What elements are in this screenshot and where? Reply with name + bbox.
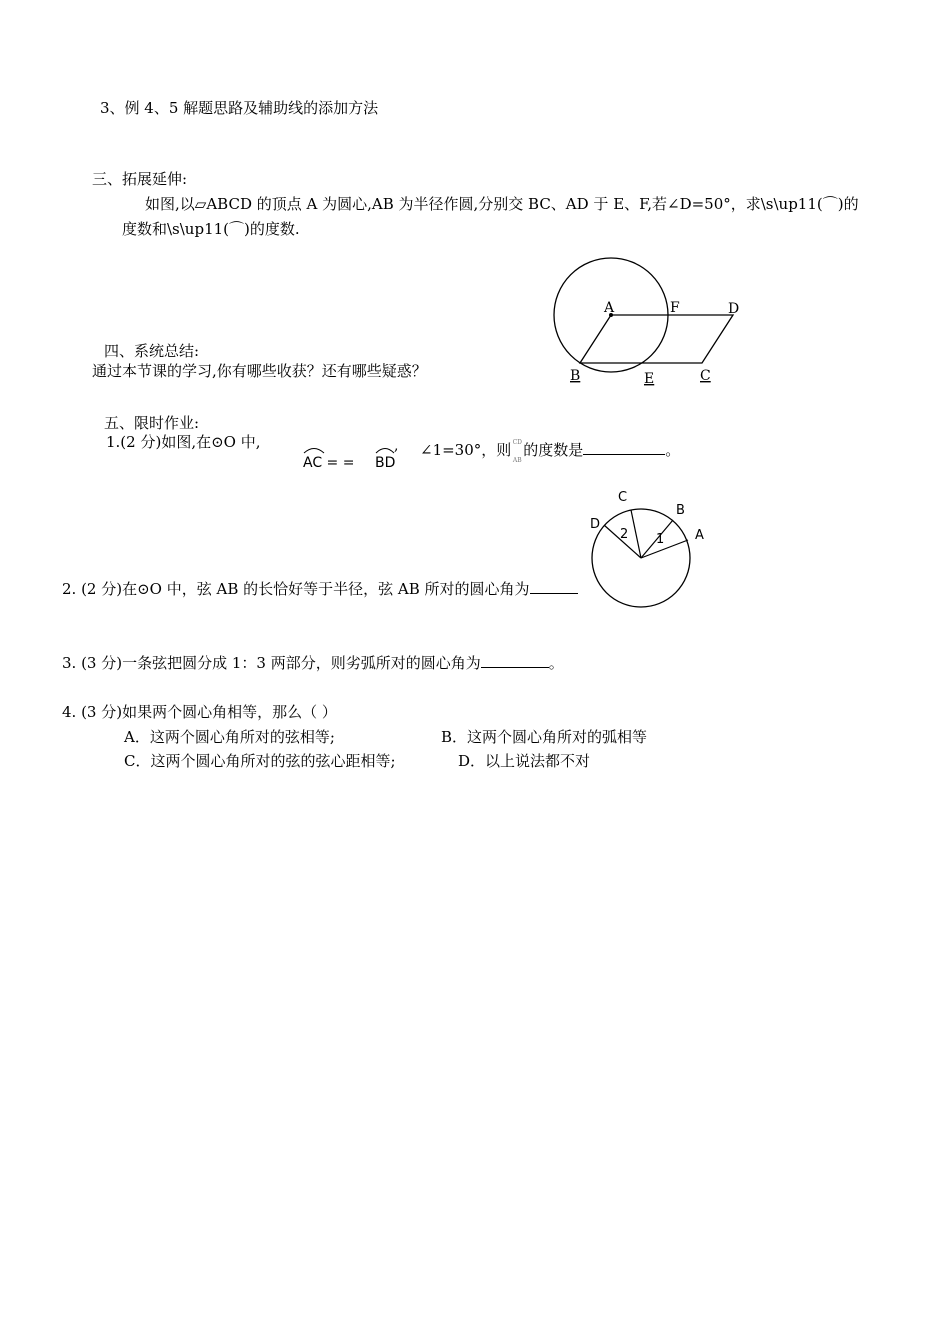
q3-line	[62, 653, 564, 672]
extension-heading: 三、拓展延伸:	[92, 170, 188, 188]
label-e: E	[644, 371, 655, 387]
q1-angle-text: ∠1=30°，则	[420, 441, 512, 459]
q2-text: 2. (2 分)在⊙O 中，弦 AB 的长恰好等于半径，弦 AB 所对的圆心角为	[62, 580, 530, 598]
extension-line1-body: ABCD 的顶点 A 为圆心,AB 为半径作圆,分别交 BC、AD 于 E、F,若∠D=50°，求\s\up11(⌒)的	[206, 195, 859, 213]
q4-option-c[interactable]: C．这两个圆心角所对的弦的弦心距相等;	[124, 752, 396, 770]
q1-angle-line	[420, 433, 680, 469]
q4-option-b[interactable]: B．这两个圆心角所对的弧相等	[441, 728, 648, 746]
label-b2: B	[676, 503, 685, 518]
q1-tiny-bottom: AB	[512, 457, 522, 464]
extension-line-1	[145, 195, 859, 213]
label-c2: C	[618, 490, 628, 505]
q3-end: 。	[548, 654, 564, 672]
summary-heading: 四、系统总结:	[104, 342, 200, 360]
q1-tiny-glyph	[511, 433, 523, 469]
label-f: F	[670, 300, 680, 316]
q4-option-a[interactable]: A．这两个圆心角所对的弦相等;	[124, 728, 335, 746]
extension-line1-prefix: 如图,以	[145, 195, 195, 213]
q3-text: 3. (3 分)一条弦把圆分成 1：3 两部分，则劣弧所对的圆心角为	[62, 654, 481, 672]
q1-arc-left: AC = =	[303, 455, 355, 471]
summary-question: 通过本节课的学习,你有哪些收获？还有哪些疑惑？	[92, 362, 427, 380]
arc-ac-mark	[304, 449, 324, 454]
q2-answer-blank[interactable]	[530, 579, 578, 594]
q1-end: 。	[665, 441, 681, 459]
review-item-3: 3、例 4、5 解题思路及辅助线的添加方法	[100, 99, 379, 117]
q2-line	[62, 579, 578, 598]
label-d2: D	[590, 517, 601, 532]
parallelogram-symbol: ▱	[194, 195, 207, 213]
q4-option-d[interactable]: D．以上说法都不对	[458, 752, 591, 770]
q1-arc-right: BD	[375, 455, 396, 471]
angle-1-label: 1	[656, 532, 665, 547]
q1-suffix: 的度数是	[523, 441, 584, 459]
label-b: B	[570, 368, 581, 384]
parallelogram-abcd	[580, 315, 733, 363]
parallelogram-circle-figure	[545, 252, 765, 392]
q3-answer-blank[interactable]	[481, 653, 549, 668]
homework-heading: 五、限时作业:	[104, 414, 200, 432]
label-c: C	[700, 368, 711, 384]
arc-bd-mark	[376, 449, 394, 454]
label-a: A	[604, 300, 615, 316]
q1-arc-equation	[300, 440, 410, 474]
q1-prefix: 1.(2 分)如图,在⊙O 中,	[106, 433, 261, 451]
circle-sectors-figure	[580, 485, 720, 615]
q1-tiny-top: CD	[512, 439, 522, 446]
q1-answer-blank[interactable]	[583, 440, 665, 455]
angle-2-label: 2	[620, 527, 629, 542]
q1-comma: ,	[394, 438, 399, 454]
extension-line-2: 度数和\s\up11(⌒)的度数.	[122, 220, 300, 238]
label-d: D	[728, 301, 740, 317]
label-a2: A	[695, 528, 704, 543]
q4-question: 4. (3 分)如果两个圆心角相等，那么（ ）	[62, 703, 337, 721]
